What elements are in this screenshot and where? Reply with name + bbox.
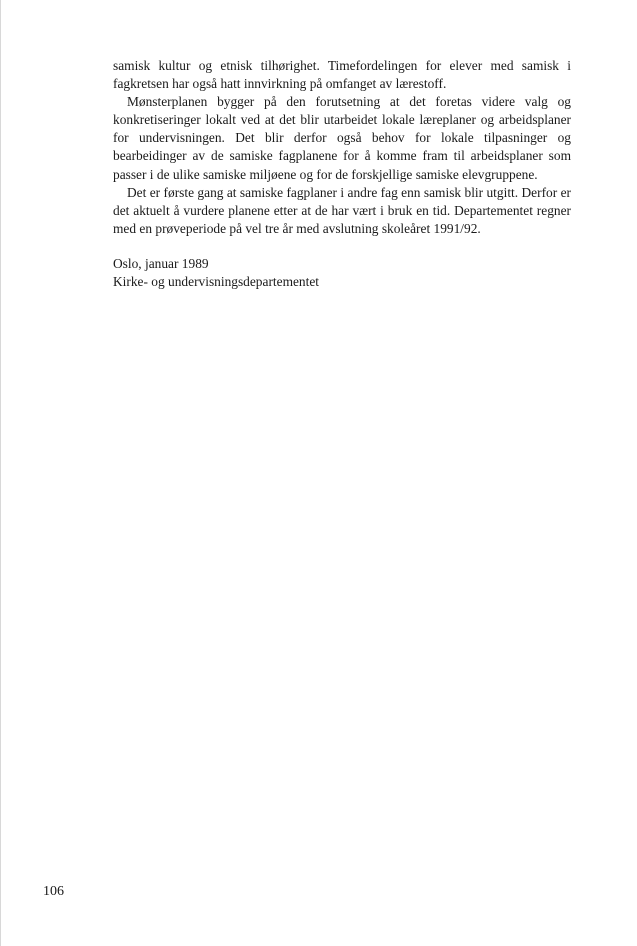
page-number: 106: [43, 884, 64, 899]
paragraph-2: Mønsterplanen bygger på den forutsetning at det foretas videre valg og konkretiseringer lokalt ved at det blir utarbeidet lokale læreplaner og arbeidsplaner for undervisningen. Det blir derfor også behov for lokale tilpasninger og bearbeidinger av de samiske fagplanene for å komme fram til arbeidsplaner som passer i de ulike samiske miljøene og for de forskjellige samiske elevgruppene.: [113, 94, 571, 182]
signature-block: [113, 255, 571, 291]
body-text: [113, 57, 571, 291]
ministry-name: Kirke- og undervisningsdepartementet: [113, 274, 320, 290]
place-date: Oslo, januar 1989: [113, 255, 209, 271]
paragraph-3: Det er første gang at samiske fagplaner i andre fag enn samisk blir utgitt. Derfor er det aktuelt å vurdere planene etter at de har vært i bruk en tid. Departementet regner med en prøveperiode på vel tre år med avslutning skoleåret 1991/92.: [113, 184, 571, 236]
paragraph-1: samisk kultur og etnisk tilhørighet. Timefordelingen for elever med samisk i fagkretsen har også hatt innvirkning på omfanget av lærestoff.: [113, 58, 571, 92]
